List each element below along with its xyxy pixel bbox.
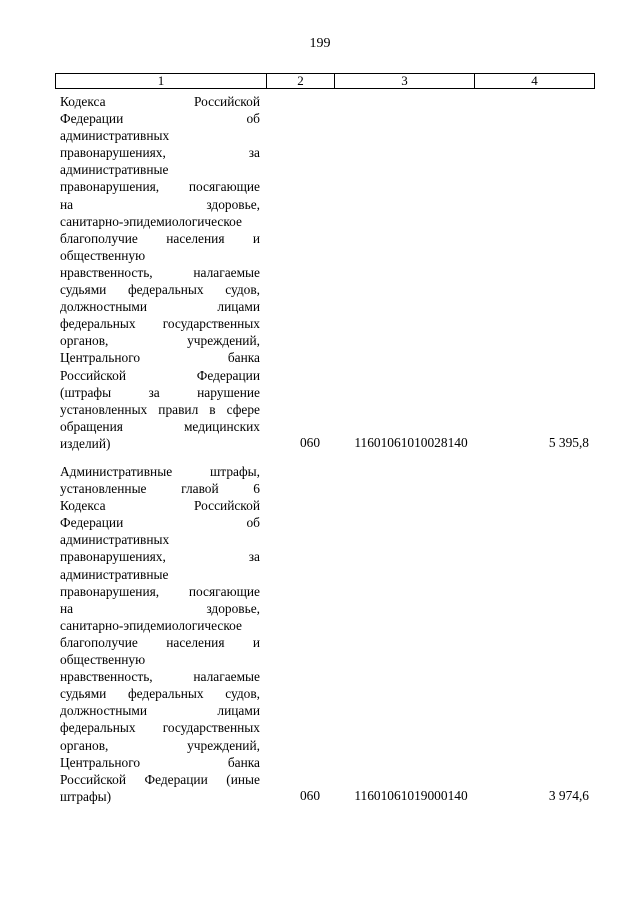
description-line: санитарно-эпидемиологическое xyxy=(60,617,242,633)
description-line: на здоровье, xyxy=(60,196,260,212)
row-kbk: 11601061010028140 xyxy=(354,435,468,450)
row-kbk: 11601061019000140 xyxy=(354,787,468,803)
description-line: судьями федеральных судов, xyxy=(60,282,260,298)
description-line: административных xyxy=(60,128,170,144)
description-line: Федерации об xyxy=(60,515,260,531)
row-sum: 5 395,8 xyxy=(548,435,589,450)
row-code: 060 xyxy=(299,435,321,450)
description-line: федеральных государственных xyxy=(60,720,260,736)
row-code: 060 xyxy=(299,787,321,803)
description-line: административные xyxy=(60,162,169,178)
row-sum: 3 974,6 xyxy=(548,787,589,803)
description-line: обращения медицинских xyxy=(60,418,260,434)
description-line: Центрального банка xyxy=(60,754,260,770)
header-col-2: 2 xyxy=(266,74,334,88)
description-line: установленных правил в сфере xyxy=(60,401,260,417)
table-row xyxy=(60,93,595,452)
description-line: изделий) xyxy=(60,435,111,451)
table-header xyxy=(55,73,595,89)
description-line: на здоровье, xyxy=(60,600,260,616)
table-row xyxy=(60,463,595,805)
description-line: административных xyxy=(60,532,170,548)
description-line: правонарушениях, за xyxy=(60,549,260,565)
row-description xyxy=(60,93,260,452)
description-line: административные xyxy=(60,566,169,582)
description-line: правонарушения, посягающие xyxy=(60,583,260,599)
description-line: федеральных государственных xyxy=(60,316,260,332)
description-line: установленные главой 6 xyxy=(60,481,260,497)
description-line: должностными лицами xyxy=(60,703,260,719)
row-description xyxy=(60,463,260,805)
description-line: (штрафы за нарушение xyxy=(60,384,260,400)
description-line: штрафы) xyxy=(60,788,112,804)
header-col-4: 4 xyxy=(474,74,594,88)
description-line: судьями федеральных судов, xyxy=(60,686,260,702)
description-line: санитарно-эпидемиологическое xyxy=(60,213,242,229)
description-line: Административные штрафы, xyxy=(60,464,260,479)
description-line: Кодекса Российской xyxy=(60,94,260,109)
description-line: органов, учреждений, xyxy=(60,737,260,753)
description-line: Центрального банка xyxy=(60,350,260,366)
description-line: органов, учреждений, xyxy=(60,333,260,349)
header-col-3: 3 xyxy=(334,74,474,88)
description-line: нравственность, налагаемые xyxy=(60,264,260,280)
description-line: благополучие населения и xyxy=(60,230,260,246)
description-line: правонарушениях, за xyxy=(60,145,260,161)
description-line: благополучие населения и xyxy=(60,634,260,650)
description-line: Кодекса Российской xyxy=(60,498,260,514)
description-line: Федерации об xyxy=(60,111,260,127)
description-line: Российской Федерации (иные xyxy=(60,771,260,787)
description-line: нравственность, налагаемые xyxy=(60,669,260,685)
description-line: правонарушения, посягающие xyxy=(60,179,260,195)
header-col-1: 1 xyxy=(157,73,165,88)
description-line: Российской Федерации xyxy=(60,367,260,383)
description-line: общественную xyxy=(60,247,146,263)
description-line: общественную xyxy=(60,652,146,668)
page-number: 199 xyxy=(309,36,331,51)
description-line: должностными лицами xyxy=(60,299,260,315)
